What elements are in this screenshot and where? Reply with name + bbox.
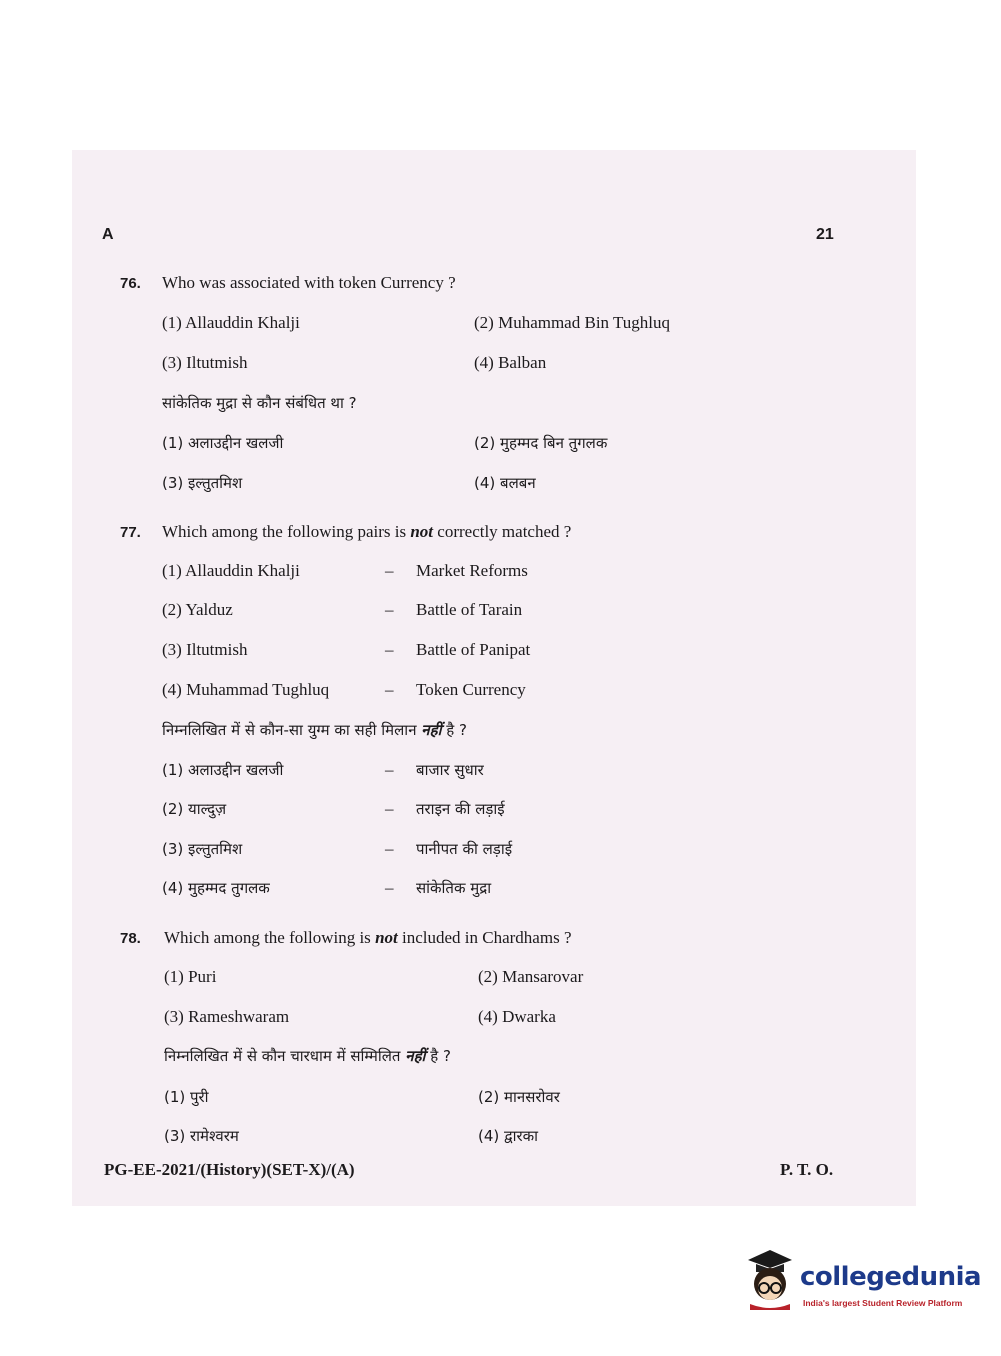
- pair-1-dash: –: [385, 561, 394, 580]
- option-3-en: (3) Rameshwaram: [164, 1007, 290, 1026]
- option-3-hi: (3) इल्तुतमिश: [162, 474, 243, 492]
- page-number: 21: [816, 226, 834, 243]
- pair-4-left-en: (4) Muhammad Tughluq: [162, 680, 330, 699]
- set-letter: A: [102, 226, 114, 243]
- pair-4-right-en: Token Currency: [416, 680, 526, 699]
- emphasis-nahin: नहीं: [421, 721, 442, 739]
- pair-2-dash-hi: –: [385, 799, 394, 818]
- brand-name: collegedunia: [800, 1262, 982, 1292]
- question-text-en: Which among the following pairs is not correctly matched ?: [162, 522, 572, 541]
- option-2-en: (2) Mansarovar: [478, 967, 584, 986]
- mascot-icon: [742, 1246, 798, 1310]
- pair-2-dash: –: [385, 600, 394, 619]
- option-4-en: (4) Dwarka: [478, 1007, 556, 1026]
- question-text-hi: निम्नलिखित में से कौन-सा युग्म का सही मिलान नहीं है ?: [162, 721, 467, 739]
- pair-3-left-hi: (3) इल्तुतमिश: [162, 840, 243, 858]
- pair-1-dash-hi: –: [385, 760, 394, 779]
- emphasis-not: not: [375, 928, 398, 947]
- emphasis-nahin: नहीं: [405, 1047, 426, 1065]
- pair-2-left-hi: (2) याल्दुज़: [162, 800, 227, 818]
- option-2-en: (2) Muhammad Bin Tughluq: [474, 313, 670, 332]
- pair-4-right-hi: सांकेतिक मुद्रा: [416, 879, 492, 897]
- pair-3-right-hi: पानीपत की लड़ाई: [416, 840, 513, 858]
- pair-3-left-en: (3) Iltutmish: [162, 640, 248, 659]
- pair-1-right-hi: बाजार सुधार: [416, 761, 484, 779]
- pair-2-left-en: (2) Yalduz: [162, 600, 233, 619]
- paper-code: PG-EE-2021/(History)(SET-X)/(A): [104, 1160, 355, 1179]
- option-2-hi: (2) मानसरोवर: [478, 1088, 560, 1106]
- pair-1-left-en: (1) Allauddin Khalji: [162, 561, 300, 580]
- question-text-en: Which among the following is not included in Chardhams ?: [164, 928, 572, 947]
- pair-2-right-hi: तराइन की लड़ाई: [416, 800, 505, 818]
- question-number: 78.: [120, 930, 141, 947]
- option-1-hi: (1) अलाउद्दीन खलजी: [162, 434, 284, 452]
- brand-tagline: India's largest Student Review Platform: [803, 1298, 963, 1308]
- option-4-hi: (4) द्वारका: [478, 1127, 539, 1145]
- pair-3-dash: –: [385, 640, 394, 659]
- pair-2-right-en: Battle of Tarain: [416, 600, 523, 619]
- option-1-hi: (1) पुरी: [164, 1088, 209, 1106]
- question-text-en: Who was associated with token Currency ?: [162, 273, 456, 292]
- pair-1-left-hi: (1) अलाउद्दीन खलजी: [162, 761, 284, 779]
- question-text-hi: सांकेतिक मुद्रा से कौन संबंधित था ?: [162, 394, 357, 412]
- option-1-en: (1) Allauddin Khalji: [162, 313, 300, 332]
- question-text-hi: निम्नलिखित में से कौन चारधाम में सम्मिलित नहीं है ?: [164, 1047, 451, 1065]
- pair-1-right-en: Market Reforms: [416, 561, 528, 580]
- pair-4-dash-hi: –: [385, 878, 394, 897]
- pair-3-right-en: Battle of Panipat: [416, 640, 531, 659]
- option-3-en: (3) Iltutmish: [162, 353, 248, 372]
- option-4-hi: (4) बलबन: [474, 474, 536, 492]
- pair-4-left-hi: (4) मुहम्मद तुगलक: [162, 879, 270, 897]
- question-number: 77.: [120, 524, 141, 541]
- option-1-en: (1) Puri: [164, 967, 217, 986]
- pto-label: P. T. O.: [780, 1160, 834, 1179]
- option-2-hi: (2) मुहम्मद बिन तुगलक: [474, 434, 608, 452]
- pair-4-dash: –: [385, 680, 394, 699]
- emphasis-not: not: [410, 522, 434, 541]
- option-4-en: (4) Balban: [474, 353, 547, 372]
- option-3-hi: (3) रामेश्वरम: [164, 1127, 239, 1145]
- pair-3-dash-hi: –: [385, 839, 394, 858]
- question-number: 76.: [120, 275, 141, 292]
